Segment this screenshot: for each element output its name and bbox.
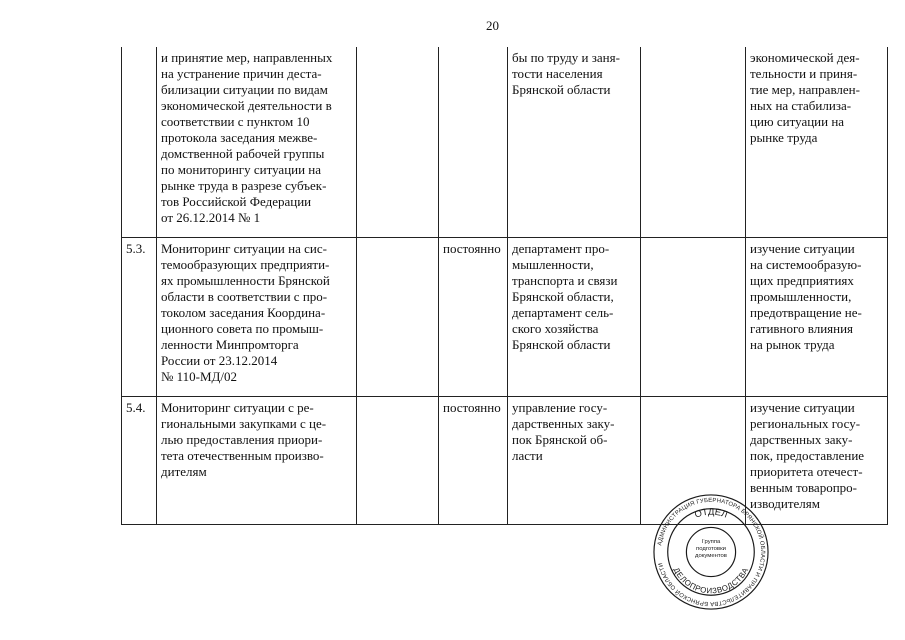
empty-cell xyxy=(641,238,746,397)
term-cell: постоянно xyxy=(439,238,508,397)
table-row xyxy=(122,47,888,238)
svg-text:ОТДЕЛ xyxy=(693,507,729,520)
executor-cell: бы по труду и заня- тости населения Брянской области xyxy=(508,47,641,238)
item-number-cell xyxy=(122,47,157,238)
measure-cell: и принятие мер, направленных на устранение причин деста- билизации ситуации по видам экономической деятельности в соответствии с пунктом 10 протокола заседания межве- домственной рабочей группы по мониторингу ситуации на рынке труда в разрезе субъек- тов Российской Федерации от 26.12.2014 № 1 xyxy=(157,47,357,238)
empty-cell xyxy=(357,397,439,525)
item-number-cell: 5.4. xyxy=(122,397,157,525)
stamp-outer-text: АДМИНИСТРАЦИЯ ГУБЕРНАТОРА БРЯНСКОЙ ОБЛАСТИ И ПРАВИТЕЛЬСТВА БРЯНСКОЙ ОБЛАСТИ xyxy=(657,497,766,607)
table-row xyxy=(122,238,888,397)
term-cell: постоянно xyxy=(439,397,508,525)
stamp-center-text: Группа подготовки документов xyxy=(695,539,727,559)
executor-cell: департамент про- мышленности, транспорта и связи Брянской области, департамент сель- ского хозяйства Брянской области xyxy=(508,238,641,397)
action-plan-table xyxy=(121,47,888,525)
empty-cell xyxy=(357,47,439,238)
empty-cell xyxy=(641,47,746,238)
measure-cell: Мониторинг ситуации на сис- темообразующих предприяти- ях промышленности Брянской области в соответствии с про- токолом заседания Координа- ционного совета по промыш- ленности Минпромторга России от 23.12.2014 № 110-МД/02 xyxy=(157,238,357,397)
item-number-cell: 5.3. xyxy=(122,238,157,397)
stamp-inner-bottom-text: ДЕЛОПРОИЗВОДСТВА xyxy=(671,566,751,596)
term-cell xyxy=(439,47,508,238)
result-cell: изучение ситуации региональных госу- дарственных заку- пок, предоставление приоритета отечест- венным товаропро- изводителям xyxy=(746,397,888,525)
office-stamp xyxy=(652,493,770,611)
svg-text:ДЕЛОПРОИЗВОДСТВА xyxy=(672,566,751,596)
result-cell: экономической дея- тельности и приня- тие мер, направлен- ных на стабилиза- цию ситуации на рынке труда xyxy=(746,47,888,238)
measure-cell: Мониторинг ситуации с ре- гиональными закупками с це- лью предоставления приори- тета отечественным произво- дителям xyxy=(157,397,357,525)
result-cell: изучение ситуации на системообразую- щих предприятиях промышленности, предотвращение не- гативного влияния на рынок труда xyxy=(746,238,888,397)
page-number: 20 xyxy=(486,18,499,33)
stamp-inner-top-text: ОТДЕЛ xyxy=(693,506,729,520)
stamp-seal-icon xyxy=(652,493,770,611)
executor-cell: управление госу- дарственных заку- пок Брянской об- ласти xyxy=(508,397,641,525)
table-row xyxy=(122,397,888,525)
empty-cell xyxy=(357,238,439,397)
